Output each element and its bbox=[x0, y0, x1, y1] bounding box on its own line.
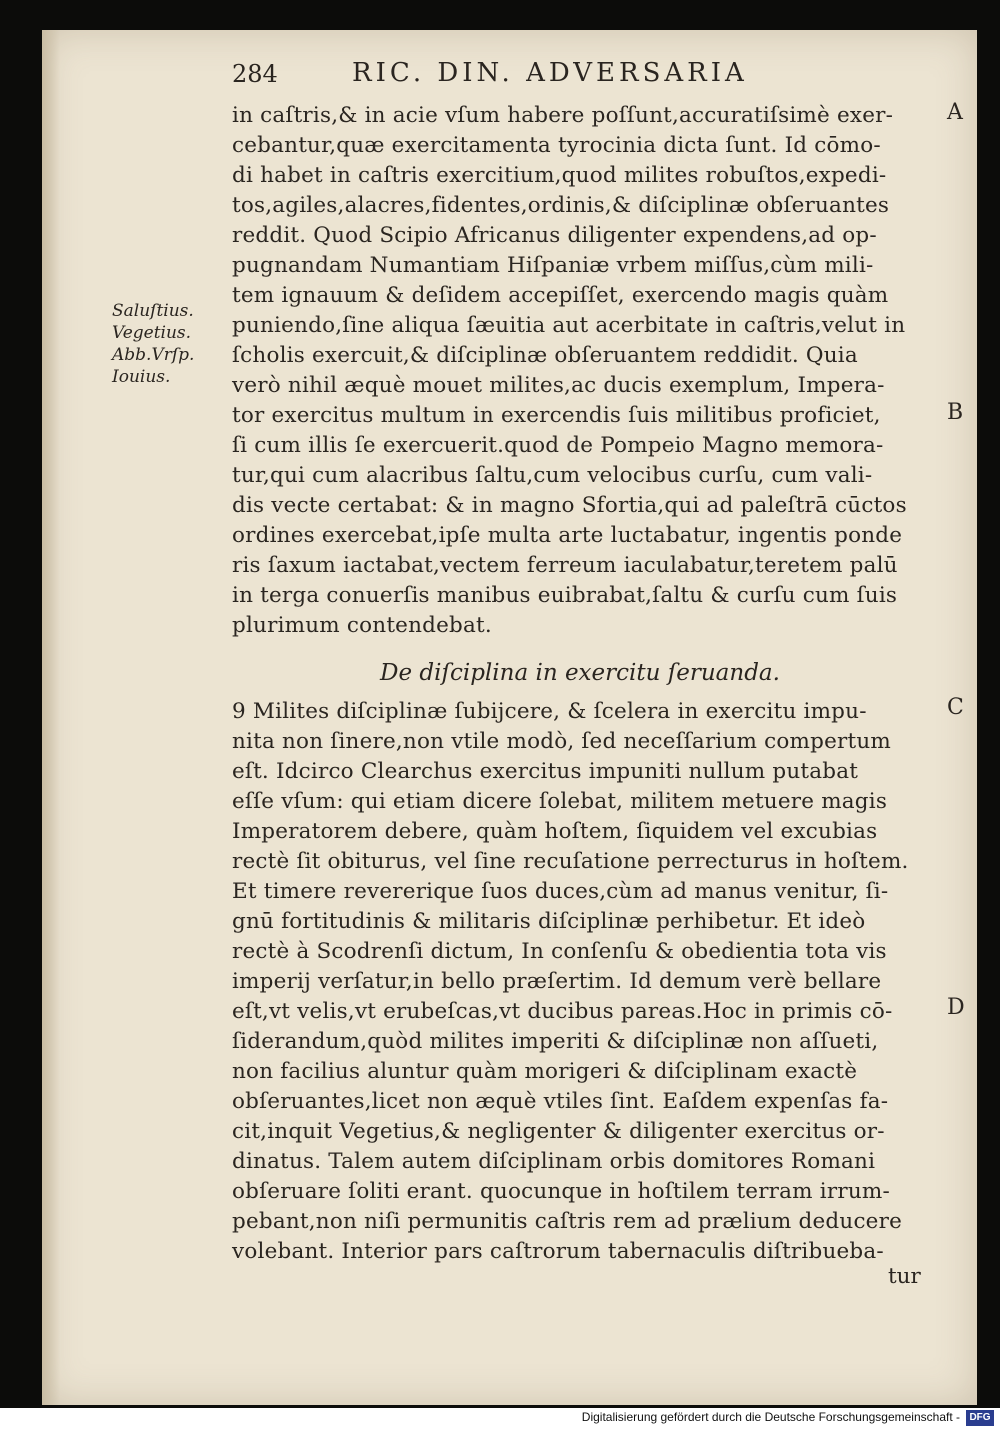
page-header bbox=[232, 58, 842, 94]
text-line: ris ſaxum iactabat,vectem ferreum iaculabatur,teretem palū bbox=[232, 553, 898, 578]
text-line: rectè à Scodrenſi dictum, In conſenſu & obedientia tota vis bbox=[232, 939, 887, 964]
section-heading: De diſciplina in exercitu ſeruanda. bbox=[380, 660, 780, 686]
text-line: in caſtris,& in acie vſum habere poſſunt,accuratiſsimè exer- bbox=[232, 103, 894, 128]
margin-letter-a: A bbox=[947, 100, 963, 125]
marginal-note-line: Iouius. bbox=[112, 367, 171, 387]
page-gutter-shadow bbox=[42, 30, 60, 1405]
text-line: di habet in caſtris exercitium,quod milites robuſtos,expedi- bbox=[232, 163, 887, 188]
text-line: pebant,non niſi permunitis caſtris rem ad prælium deducere bbox=[232, 1209, 903, 1234]
text-line: 9 Milites diſciplinæ ſubijcere, & ſcelera in exercitu impu- bbox=[232, 699, 867, 724]
margin-letter-c: C bbox=[947, 695, 964, 720]
text-line: obſeruantes,licet non æquè vtiles ſint. Eaſdem expenſas fa- bbox=[232, 1089, 889, 1114]
margin-letter-b: B bbox=[947, 400, 964, 425]
marginal-note-line: Saluſtius. bbox=[112, 301, 194, 321]
text-line: dis vecte certabat: & in magno Sfortia,qui ad paleſtrā cūctos bbox=[232, 493, 907, 518]
text-line: in terga conuerſis manibus euibrabat,ſaltu & curſu cum ſuis bbox=[232, 583, 898, 608]
text-line: reddit. Quod Scipio Africanus diligenter expendens,ad op- bbox=[232, 223, 877, 248]
text-line: tur,qui cum alacribus ſaltu,cum velocibus curſu, cum vali- bbox=[232, 463, 873, 488]
text-line: volebant. Interior pars caſtrorum tabernaculis diſtribueba- bbox=[232, 1239, 884, 1264]
text-line: eſt. Idcirco Clearchus exercitus impuniti nullum putabat bbox=[232, 759, 859, 784]
text-line: plurimum contendebat. bbox=[232, 613, 492, 638]
text-line: ordines exercebat,ipſe multa arte luctabatur, ingentis ponde bbox=[232, 523, 903, 548]
margin-letter-d: D bbox=[947, 995, 965, 1020]
text-line: ſi cum illis ſe exercuerit.quod de Pompeio Magno memora- bbox=[232, 433, 884, 458]
text-line: eſſe vſum: qui etiam dicere ſolebat, militem metuere magis bbox=[232, 789, 888, 814]
marginal-note-line: Vegetius. bbox=[112, 323, 192, 343]
text-line: tos,agiles,alacres,fidentes,ordinis,& diſciplinæ obſeruantes bbox=[232, 193, 890, 218]
catchword: tur bbox=[888, 1264, 921, 1289]
text-line: gnū fortitudinis & militaris diſciplinæ perhibetur. Et ideò bbox=[232, 909, 866, 934]
marginal-note-line: Abb.Vrſp. bbox=[112, 345, 195, 365]
page-number: 284 bbox=[232, 60, 278, 88]
text-line: cit,inquit Vegetius,& negligenter & diligenter exercitus or- bbox=[232, 1119, 885, 1144]
running-title: RIC. DIN. ADVERSARIA bbox=[352, 58, 748, 88]
dfg-logo-icon: DFG bbox=[966, 1410, 994, 1426]
footer-bar bbox=[0, 1408, 1000, 1429]
text-line: verò nihil æquè mouet milites,ac ducis exemplum, Impera- bbox=[232, 373, 885, 398]
text-line: ſcholis exercuit,& diſciplinæ obſeruantem reddidit. Quia bbox=[232, 343, 858, 368]
text-line: dinatus. Talem autem diſciplinam orbis domitores Romani bbox=[232, 1149, 876, 1174]
text-line: tor exercitus multum in exercendis ſuis militibus proficiet, bbox=[232, 403, 881, 428]
marginal-note bbox=[112, 300, 232, 388]
text-line: non facilius aluntur quàm morigeri & diſciplinam exactè bbox=[232, 1059, 858, 1084]
text-line: tem ignauum & deſidem accepiſſet, exercendo magis quàm bbox=[232, 283, 889, 308]
text-line: Imperatorem debere, quàm hoſtem, ſiquidem vel excubias bbox=[232, 819, 878, 844]
text-line: ſiderandum,quòd milites imperiti & diſciplinæ non aſſueti, bbox=[232, 1029, 879, 1054]
text-line: nita non ſinere,non vtile modò, ſed neceſſarium compertum bbox=[232, 729, 891, 754]
text-line: pugnandam Numantiam Hiſpaniæ vrbem miſſus,cùm mili- bbox=[232, 253, 874, 278]
text-line: puniendo,ſine aliqua ſæuitia aut acerbitate in caſtris,velut in bbox=[232, 313, 906, 338]
text-line: Et timere revererique ſuos duces,cùm ad manus venitur, ſi- bbox=[232, 879, 889, 904]
text-line: eſt,vt velis,vt erubeſcas,vt ducibus pareas.Hoc in primis cō- bbox=[232, 999, 893, 1024]
text-line: obſeruare ſoliti erant. quocunque in hoſtilem terram irrum- bbox=[232, 1179, 890, 1204]
text-line: rectè ſit obiturus, vel ſine recuſatione perrecturus in hoſtem. bbox=[232, 849, 909, 874]
text-line: imperij verſatur,in bello præſertim. Id demum verè bellare bbox=[232, 969, 882, 994]
text-line: cebantur,quæ exercitamenta tyrocinia dicta ſunt. Id cōmo- bbox=[232, 133, 881, 158]
funding-credit: Digitalisierung gefördert durch die Deutsche Forschungsgemeinschaft - bbox=[581, 1410, 960, 1424]
